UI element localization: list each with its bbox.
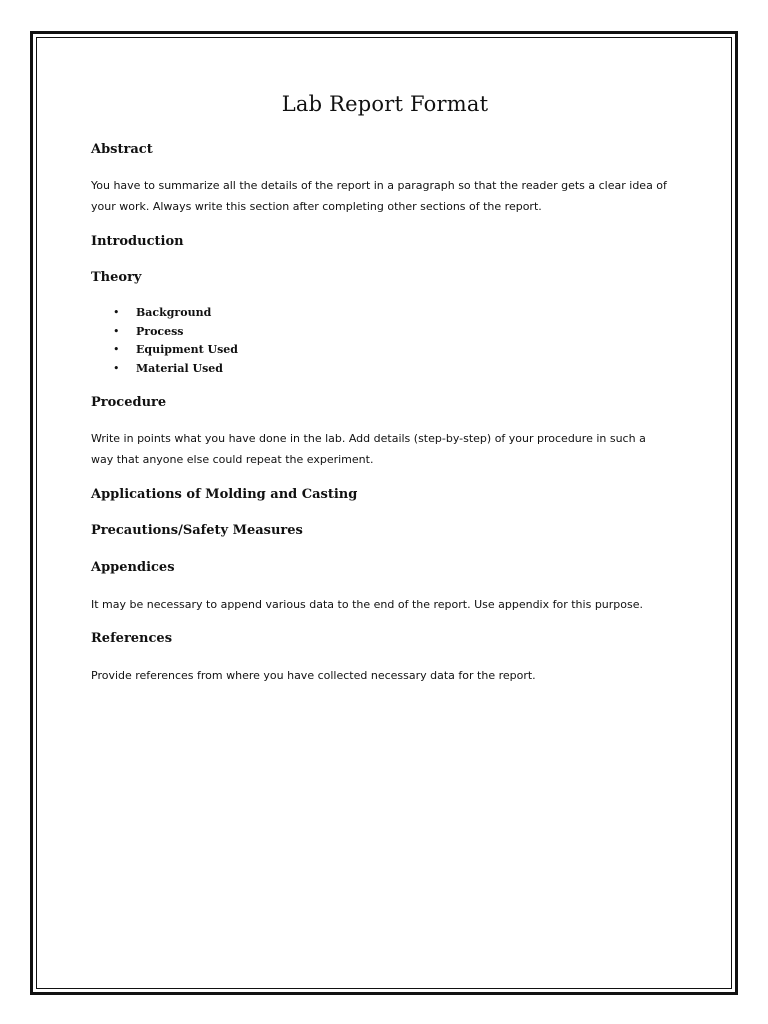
list-item-label: Material Used — [136, 361, 223, 375]
list-item — [113, 341, 238, 360]
theory-list — [113, 304, 238, 378]
abstract-text-line-2: your work. Always write this section after completing other sections of the report. — [91, 200, 542, 213]
list-item-label: Background — [136, 306, 212, 319]
abstract-heading: Abstract — [91, 142, 153, 157]
applications-heading: Applications of Molding and Casting — [91, 487, 358, 502]
bullet-icon: • — [113, 306, 120, 319]
precautions-heading: Precautions/Safety Measures — [91, 523, 303, 538]
bullet-icon: • — [113, 324, 120, 338]
bullet-icon: • — [113, 361, 120, 375]
appendices-heading: Appendices — [91, 560, 175, 575]
page-title: Lab Report Format — [281, 92, 489, 116]
procedure-heading: Procedure — [91, 395, 167, 410]
list-item — [113, 323, 238, 342]
list-item-label: Process — [136, 324, 184, 338]
procedure-text-line-1: Write in points what you have done in the lab. Add details (step-by-step) of your procedure in such a — [91, 432, 646, 445]
bullet-icon: • — [113, 343, 120, 356]
list-item — [113, 304, 238, 323]
procedure-text-line-2: way that anyone else could repeat the experiment. — [91, 453, 374, 466]
references-heading: References — [91, 631, 173, 646]
appendices-text: It may be necessary to append various data to the end of the report. Use appendix for this purpose. — [91, 598, 643, 611]
list-item — [113, 360, 238, 379]
theory-heading: Theory — [91, 270, 142, 285]
list-item-label: Equipment Used — [136, 343, 238, 356]
abstract-text-line-1: You have to summarize all the details of the report in a paragraph so that the reader gets a clear idea of — [91, 179, 667, 192]
references-text: Provide references from where you have collected necessary data for the report. — [91, 669, 536, 682]
introduction-heading: Introduction — [91, 234, 184, 249]
